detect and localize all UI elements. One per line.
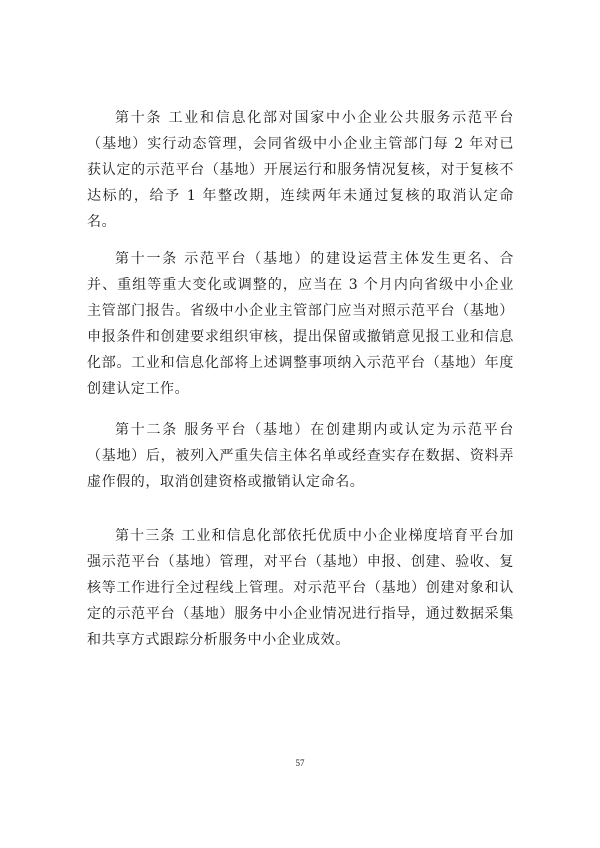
- article-12-paragraph: 第十二条 服务平台（基地）在创建期内或认定为示范平台（基地）后，被列入严重失信主体名单或经查实存在数据、资料弄虚作假的，取消创建资格或撤销认定命名。: [87, 422, 514, 490]
- article-10-paragraph: 第十条 工业和信息化部对国家中小企业公共服务示范平台（基地）实行动态管理，会同省级中小企业主管部门每 2 年对已获认定的示范平台（基地）开展运行和服务情况复核，对于复核不达标的，给予 1 年整改期，连续两年未通过复核的取消认定命名。: [87, 110, 514, 230]
- page-number: 57: [295, 758, 305, 768]
- article-11-paragraph: 第十一条 示范平台（基地）的建设运营主体发生更名、合并、重组等重大变化或调整的，应当在 3 个月内向省级中小企业主管部门报告。省级中小企业主管部门应当对照示范平台（基地）申报条件和创建要求组织审核，提出保留或撤销意见报工业和信息化部。工业和信息化部将上述调整事项纳入示范平台（基地）年度创建认定工作。: [87, 251, 514, 397]
- article-13-paragraph: 第十三条 工业和信息化部依托优质中小企业梯度培育平台加强示范平台（基地）管理，对平台（基地）申报、创建、验收、复核等工作进行全过程线上管理。对示范平台（基地）创建对象和认定的示范平台（基地）服务中小企业情况进行指导，通过数据采集和共享方式跟踪分析服务中小企业成效。: [87, 528, 514, 648]
